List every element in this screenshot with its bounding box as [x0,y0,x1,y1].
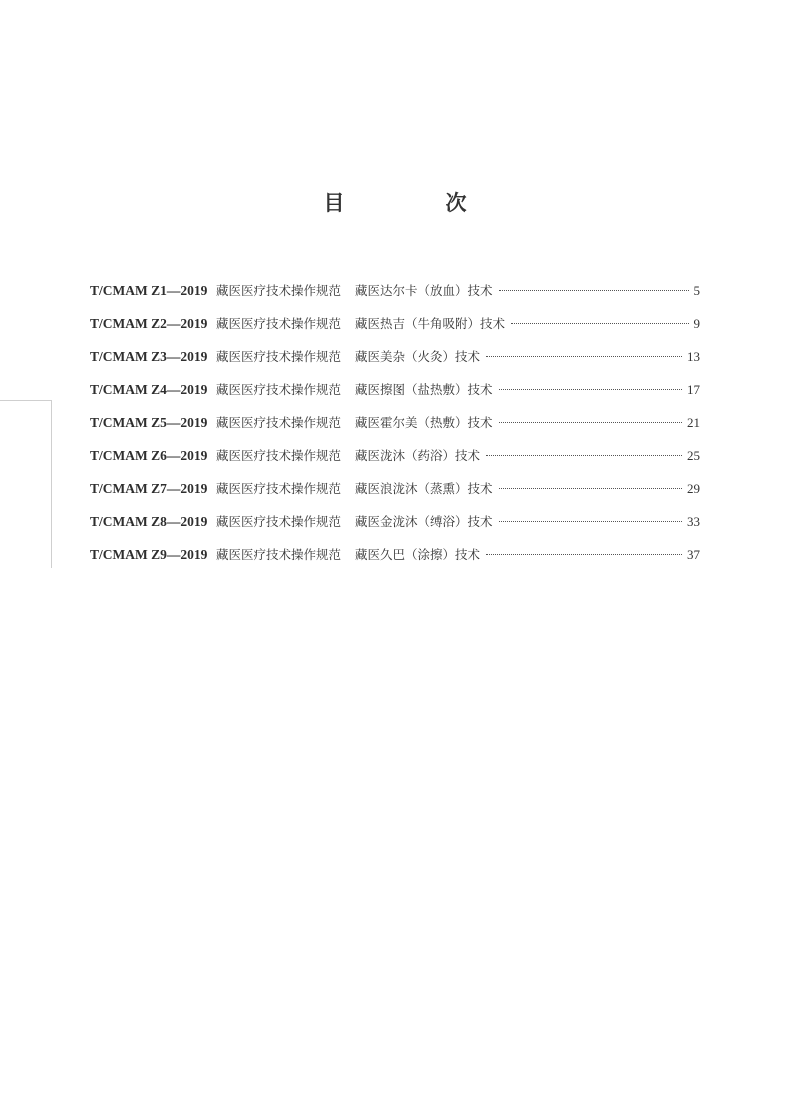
toc-dot-leader [511,323,688,324]
toc-entry[interactable] [90,446,700,479]
toc-entry[interactable] [90,512,700,545]
toc-entry-code: T/CMAM Z2—2019 [90,316,208,331]
toc-entry-series: 藏医医疗技术操作规范 [216,316,342,331]
toc-dot-leader [486,356,682,357]
toc-entry-title: 藏医擦图（盐热敷）技术 [355,382,493,397]
toc-entry[interactable] [90,413,700,446]
toc-entry-code: T/CMAM Z7—2019 [90,481,208,496]
toc-entry-page: 21 [687,415,700,430]
toc-dot-leader [499,521,682,522]
toc-entry-title: 藏医金泷沐（缚浴）技术 [355,514,493,529]
toc-heading: 目 次 [323,191,507,215]
toc-entry[interactable] [90,380,700,413]
toc-entry-page: 33 [687,514,700,529]
toc-entry-series: 藏医医疗技术操作规范 [216,481,342,496]
toc-entry-title: 藏医浪泷沐（蒸熏）技术 [355,481,493,496]
toc-entry-title: 藏医达尔卡（放血）技术 [355,283,493,298]
toc-entry-series: 藏医医疗技术操作规范 [216,415,342,430]
toc-entry-series: 藏医医疗技术操作规范 [216,514,342,529]
toc-entry-code: T/CMAM Z9—2019 [90,547,208,562]
toc-entry-title: 藏医热吉（牛角吸附）技术 [355,316,506,331]
toc-entry[interactable] [90,347,700,380]
toc-entry-code: T/CMAM Z1—2019 [90,283,208,298]
toc-entry-title: 藏医霍尔美（热敷）技术 [355,415,493,430]
toc-entry-code: T/CMAM Z4—2019 [90,382,208,397]
toc-entry-series: 藏医医疗技术操作规范 [216,283,342,298]
toc-entry-page: 9 [693,316,700,331]
toc-entry-series: 藏医医疗技术操作规范 [216,349,342,364]
toc-dot-leader [499,290,689,291]
toc-dot-leader [499,389,682,390]
page-edge-mark [0,400,52,568]
toc-entry-series: 藏医医疗技术操作规范 [216,448,342,463]
toc-entry[interactable] [90,479,700,512]
toc-entry-title: 藏医美杂（火灸）技术 [355,349,481,364]
toc-entry-code: T/CMAM Z6—2019 [90,448,208,463]
toc-entry[interactable] [90,545,700,578]
toc-entry-page: 37 [687,547,700,562]
toc-entry-page: 17 [687,382,700,397]
toc-entry-code: T/CMAM Z8—2019 [90,514,208,529]
toc-entry[interactable] [90,314,700,347]
toc-entry-series: 藏医医疗技术操作规范 [216,382,342,397]
toc-dot-leader [499,488,682,489]
toc-dot-leader [486,554,682,555]
toc-entry-code: T/CMAM Z5—2019 [90,415,208,430]
toc-dot-leader [499,422,682,423]
toc-entry-title: 藏医泷沐（药浴）技术 [355,448,481,463]
toc-entry-code: T/CMAM Z3—2019 [90,349,208,364]
toc-list [90,281,700,578]
toc-dot-leader [486,455,682,456]
toc-entry-series: 藏医医疗技术操作规范 [216,547,342,562]
toc-entry-page: 13 [687,349,700,364]
toc-entry[interactable] [90,281,700,314]
toc-entry-page: 5 [693,283,700,298]
toc-entry-title: 藏医久巴（涂擦）技术 [355,547,481,562]
toc-entry-page: 29 [687,481,700,496]
toc-entry-page: 25 [687,448,700,463]
